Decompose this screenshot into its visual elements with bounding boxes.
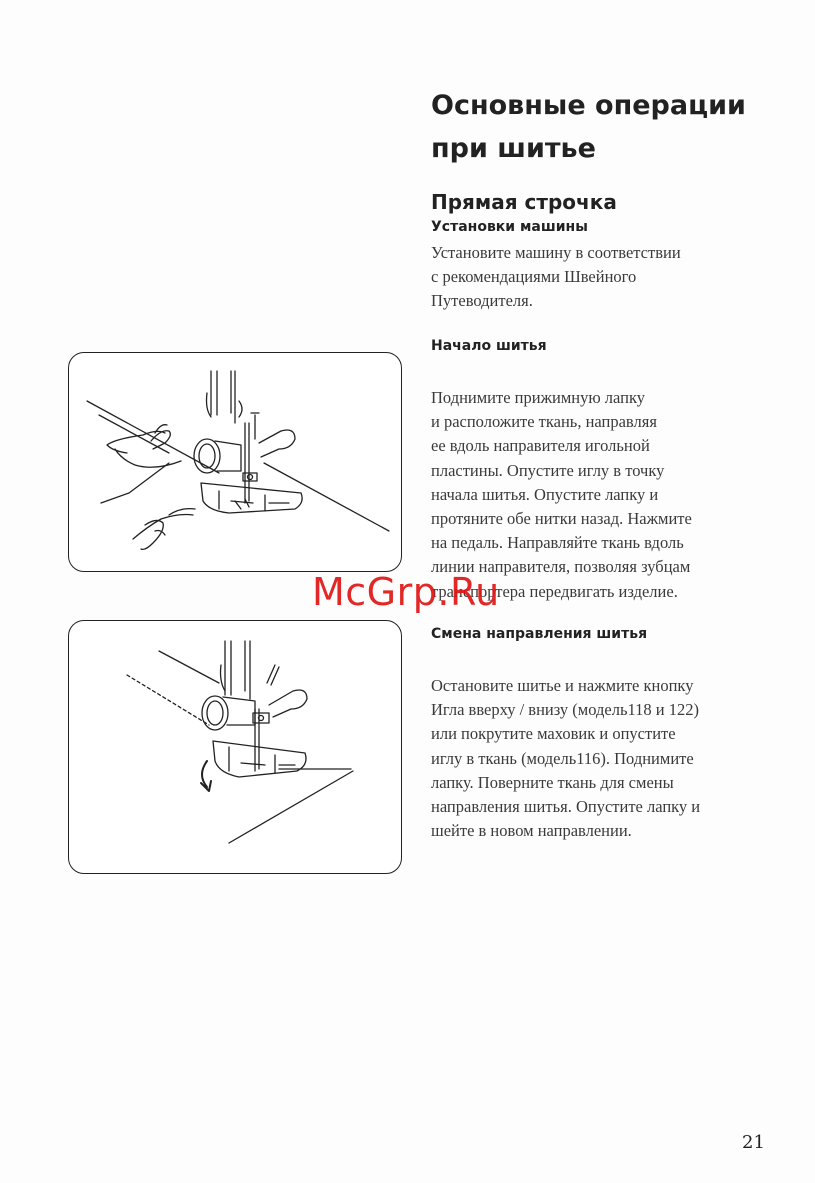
text-line: линии направителя, позволяя зубцам bbox=[431, 557, 691, 577]
text-line: Остановите шитье и нажмите кнопку bbox=[431, 676, 694, 695]
subsection-title-machine-settings: Установки машины bbox=[431, 219, 588, 235]
text-line: пластины. Опустите иглу в точку bbox=[431, 460, 665, 480]
text-line: Путеводителя. bbox=[431, 291, 533, 311]
page-title: Основные операции при шитье bbox=[431, 90, 746, 164]
text-line: лапку. Поверните ткань для смены bbox=[431, 772, 674, 792]
text-line: или покрутите маховик и опустите bbox=[431, 724, 676, 744]
text-line: и расположите ткань, направляя bbox=[431, 412, 657, 432]
text-line: начала шитья. Опустите лапку и bbox=[431, 484, 659, 504]
text-line: Поднимите прижимную лапку bbox=[431, 388, 645, 407]
text-line: Игла вверху / внизу (модель118 и 122) bbox=[431, 700, 699, 720]
section-title-straight-stitch: Прямая строчка bbox=[431, 190, 617, 214]
text-line: шейте в новом направлении. bbox=[431, 821, 632, 841]
text-line: Установите машину в соответствии bbox=[431, 243, 681, 262]
subsection-title-start-sewing: Начало шитья bbox=[431, 338, 547, 354]
subsection-title-direction-change: Смена направления шитья bbox=[431, 626, 648, 642]
text-line: на педаль. Направляйте ткань вдоль bbox=[431, 533, 684, 553]
text-line: транспортера передвигать изделие. bbox=[431, 581, 678, 601]
page-number: 21 bbox=[742, 1132, 765, 1153]
text-line: протяните обе нитки назад. Нажмите bbox=[431, 509, 692, 529]
text-line: направления шитья. Опустите лапку и bbox=[431, 797, 701, 817]
start-sewing-illustration bbox=[68, 352, 402, 572]
direction-change-text bbox=[431, 674, 761, 843]
text-line: ее вдоль направителя игольной bbox=[431, 436, 650, 456]
machine-settings-text bbox=[431, 241, 761, 314]
text-line: иглу в ткань (модель116). Поднимите bbox=[431, 748, 694, 768]
text-line: с рекомендациями Швейного bbox=[431, 267, 637, 287]
direction-change-illustration bbox=[68, 620, 402, 874]
watermark-text: McGrp.Ru bbox=[312, 570, 500, 614]
